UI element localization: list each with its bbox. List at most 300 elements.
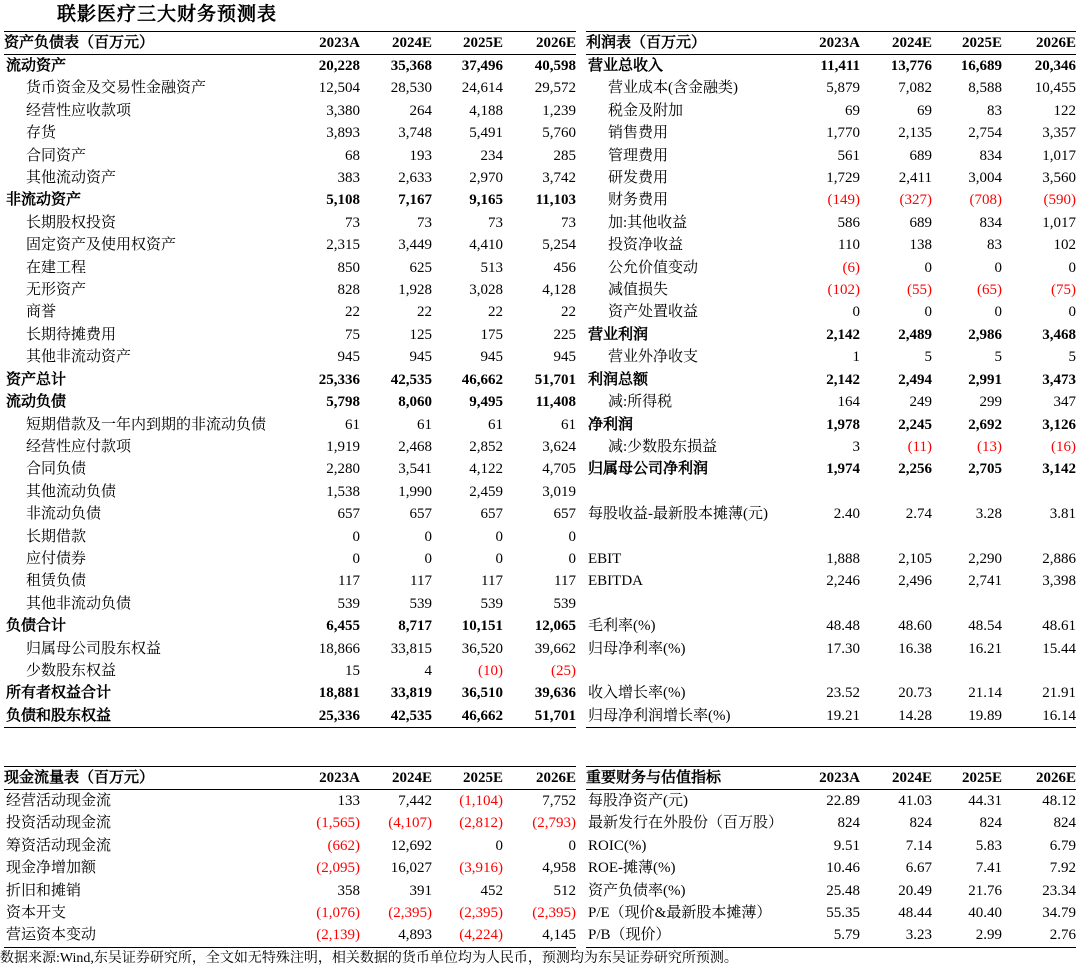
value-cell: 18,866 bbox=[318, 640, 360, 657]
value-cell: (2,139) bbox=[294, 924, 360, 947]
value-cell: 2,411 bbox=[898, 170, 932, 187]
year-header: 2024E bbox=[860, 767, 932, 790]
value-cell: 42,535 bbox=[360, 705, 432, 728]
value-cell: 5.83 bbox=[975, 837, 1002, 854]
value-cell: 3.28 bbox=[975, 506, 1002, 523]
value-cell: 2,886 bbox=[1042, 550, 1076, 567]
value-cell: 0 bbox=[1068, 259, 1076, 276]
row-label: 其他非流动资产 bbox=[26, 349, 132, 366]
table-row bbox=[586, 458, 1076, 480]
value-cell: 5,879 bbox=[826, 80, 860, 97]
value-cell bbox=[932, 593, 1002, 615]
value-cell: 16.14 bbox=[1002, 705, 1076, 728]
table-row bbox=[4, 615, 576, 637]
table-row bbox=[586, 145, 1076, 167]
table-row bbox=[586, 570, 1076, 592]
value-cell: 68 bbox=[345, 147, 360, 164]
year-header: 2023A bbox=[792, 32, 860, 55]
table-row bbox=[4, 682, 576, 704]
row-label: 减:所得税 bbox=[608, 394, 673, 411]
value-cell: 46,662 bbox=[461, 371, 503, 388]
row-label: P/B（现价） bbox=[586, 924, 792, 947]
value-cell: 6.79 bbox=[1049, 837, 1076, 854]
table-row bbox=[586, 167, 1076, 189]
value-cell bbox=[932, 481, 1002, 503]
row-label: 资产处置收益 bbox=[608, 304, 699, 321]
value-cell: 2,246 bbox=[826, 573, 860, 590]
value-cell bbox=[792, 526, 860, 548]
value-cell: 586 bbox=[837, 214, 860, 231]
value-cell: (55) bbox=[907, 282, 932, 299]
value-cell: 358 bbox=[337, 882, 360, 899]
value-cell: 9,165 bbox=[469, 192, 503, 209]
value-cell: 7,752 bbox=[542, 793, 576, 809]
value-cell: 834 bbox=[979, 214, 1002, 231]
row-label: 减值损失 bbox=[608, 282, 669, 299]
row-label: 应付债券 bbox=[26, 550, 87, 567]
value-cell: 10,151 bbox=[461, 618, 503, 635]
value-cell: 561 bbox=[837, 147, 860, 164]
table-row bbox=[586, 55, 1076, 78]
value-cell: 18,881 bbox=[318, 685, 360, 702]
cash-flow-title: 现金流量表（百万元） bbox=[4, 767, 294, 790]
value-cell: 347 bbox=[1053, 394, 1076, 411]
table-row bbox=[586, 481, 1076, 503]
value-cell: 36,510 bbox=[461, 685, 503, 702]
row-label: 货币资金及交易性金融资产 bbox=[26, 80, 207, 97]
value-cell: 20,346 bbox=[1034, 58, 1076, 74]
value-cell: 25.48 bbox=[826, 882, 860, 899]
value-cell: 7.92 bbox=[1049, 860, 1076, 877]
value-cell: 452 bbox=[480, 882, 503, 899]
value-cell: 5,760 bbox=[542, 125, 576, 142]
value-cell: (662) bbox=[327, 837, 360, 854]
table-row bbox=[4, 481, 576, 503]
table-row bbox=[586, 414, 1076, 436]
value-cell: 512 bbox=[553, 882, 576, 899]
value-cell: 2.74 bbox=[905, 506, 932, 523]
value-cell: 539 bbox=[480, 595, 503, 612]
row-label: 其他非流动负债 bbox=[26, 595, 132, 612]
value-cell: 945 bbox=[409, 349, 432, 366]
value-cell: 456 bbox=[553, 259, 576, 276]
year-header: 2026E bbox=[1002, 32, 1076, 55]
value-cell: 61 bbox=[488, 416, 503, 433]
row-label: P/E（现价&最新股本摊薄） bbox=[588, 905, 772, 922]
value-cell: 12,504 bbox=[318, 80, 360, 97]
value-cell: 2,970 bbox=[469, 170, 503, 187]
row-label: 其他流动资产 bbox=[26, 170, 117, 187]
value-cell: 1,919 bbox=[326, 438, 360, 455]
value-cell: 22 bbox=[488, 304, 503, 321]
row-label: 减:少数股东损益 bbox=[608, 438, 718, 455]
value-cell: 5 bbox=[924, 349, 932, 366]
value-cell: 8,588 bbox=[968, 80, 1002, 97]
value-cell: 48.60 bbox=[898, 618, 932, 635]
value-cell: 0 bbox=[924, 259, 932, 276]
table-row bbox=[4, 234, 576, 256]
table-row bbox=[4, 902, 576, 924]
value-cell: (4,224) bbox=[432, 924, 503, 947]
value-cell: 22 bbox=[345, 304, 360, 321]
value-cell: 3,449 bbox=[398, 237, 432, 254]
value-cell: 2,986 bbox=[968, 326, 1002, 343]
value-cell: 0 bbox=[568, 550, 576, 567]
value-cell: 383 bbox=[337, 170, 360, 187]
value-cell: 1 bbox=[852, 349, 860, 366]
value-cell: 625 bbox=[409, 259, 432, 276]
row-label: 长期借款 bbox=[26, 528, 87, 545]
value-cell: 657 bbox=[480, 506, 503, 523]
value-cell: 37,496 bbox=[461, 58, 503, 74]
year-header: 2025E bbox=[932, 32, 1002, 55]
value-cell: 61 bbox=[345, 416, 360, 433]
table-row bbox=[4, 436, 576, 458]
value-cell: 39,636 bbox=[534, 685, 576, 702]
value-cell: 2,459 bbox=[469, 483, 503, 500]
value-cell: 11,411 bbox=[820, 58, 860, 74]
value-cell: 1,017 bbox=[1042, 214, 1076, 231]
table-row bbox=[586, 279, 1076, 301]
value-cell: 48.54 bbox=[968, 618, 1002, 635]
row-label: ROE-摊薄(%) bbox=[588, 860, 676, 877]
value-cell: 0 bbox=[352, 550, 360, 567]
value-cell: 83 bbox=[987, 102, 1002, 119]
row-label: 筹资活动现金流 bbox=[6, 837, 112, 854]
value-cell: (65) bbox=[977, 282, 1002, 299]
value-cell bbox=[1002, 481, 1076, 503]
row-label: 非流动资产 bbox=[6, 192, 82, 209]
row-label: 经营性应收款项 bbox=[26, 102, 132, 119]
row-label: 固定资产及使用权资产 bbox=[26, 237, 177, 254]
value-cell: 4,145 bbox=[503, 924, 576, 947]
value-cell: 25,336 bbox=[294, 705, 360, 728]
table-row bbox=[4, 924, 576, 947]
table-row bbox=[586, 615, 1076, 637]
value-cell bbox=[1002, 593, 1076, 615]
value-cell: 689 bbox=[909, 147, 932, 164]
table-row bbox=[586, 77, 1076, 99]
value-cell: 9.51 bbox=[833, 837, 860, 854]
value-cell: 19.89 bbox=[932, 705, 1002, 728]
year-header: 2023A bbox=[294, 32, 360, 55]
value-cell: 40,598 bbox=[534, 58, 576, 74]
row-label: 利润总额 bbox=[588, 371, 649, 388]
row-label: 财务费用 bbox=[608, 192, 669, 209]
row-label: 每股净资产(元) bbox=[588, 793, 688, 809]
value-cell: 7.14 bbox=[905, 837, 932, 854]
table-row bbox=[586, 301, 1076, 323]
value-cell: 122 bbox=[1053, 102, 1076, 119]
value-cell: 5,108 bbox=[326, 192, 360, 209]
value-cell: 73 bbox=[417, 214, 432, 231]
value-cell: 117 bbox=[554, 573, 576, 590]
value-cell: 2,741 bbox=[968, 573, 1002, 590]
value-cell: 117 bbox=[481, 573, 503, 590]
value-cell: 657 bbox=[337, 506, 360, 523]
value-cell: 39,662 bbox=[534, 640, 576, 657]
value-cell: (3,916) bbox=[459, 860, 503, 877]
value-cell: 5 bbox=[994, 349, 1002, 366]
value-cell: 3,019 bbox=[542, 483, 576, 500]
value-cell: 10,455 bbox=[1034, 80, 1076, 97]
value-cell: 7.41 bbox=[975, 860, 1002, 877]
value-cell: 4,705 bbox=[542, 461, 576, 478]
value-cell: 0 bbox=[1068, 304, 1076, 321]
value-cell: 35,368 bbox=[390, 58, 432, 74]
table-row bbox=[586, 122, 1076, 144]
row-label: 存货 bbox=[26, 125, 57, 142]
table-row bbox=[586, 790, 1076, 813]
value-cell: 73 bbox=[345, 214, 360, 231]
table-row bbox=[586, 660, 1076, 682]
table-row bbox=[4, 812, 576, 834]
row-label: 净利润 bbox=[588, 416, 634, 433]
value-cell: 13,776 bbox=[890, 58, 932, 74]
table-row bbox=[586, 369, 1076, 391]
row-label: 少数股东权益 bbox=[26, 662, 117, 679]
value-cell: 2,705 bbox=[968, 461, 1002, 478]
value-cell: 22.89 bbox=[826, 793, 860, 809]
value-cell: 61 bbox=[417, 416, 432, 433]
table-row bbox=[4, 122, 576, 144]
row-label: 每股收益-最新股本摊薄(元) bbox=[588, 506, 768, 523]
value-cell: 7,442 bbox=[398, 793, 432, 809]
row-label: 负债和股东权益 bbox=[4, 705, 294, 728]
table-row bbox=[4, 369, 576, 391]
table-row bbox=[4, 790, 576, 813]
value-cell: 4,958 bbox=[542, 860, 576, 877]
value-cell: 20.49 bbox=[898, 882, 932, 899]
value-cell: 657 bbox=[553, 506, 576, 523]
year-header: 2025E bbox=[432, 767, 503, 790]
value-cell: 42,535 bbox=[390, 371, 432, 388]
table-row bbox=[4, 638, 576, 660]
value-cell: 55.35 bbox=[826, 905, 860, 922]
table-row bbox=[4, 880, 576, 902]
value-cell: 824 bbox=[837, 815, 860, 832]
value-cell: 29,572 bbox=[534, 80, 576, 97]
table-row bbox=[586, 391, 1076, 413]
value-cell: 33,819 bbox=[390, 685, 432, 702]
value-cell: 0 bbox=[424, 550, 432, 567]
value-cell: 0 bbox=[424, 528, 432, 545]
value-cell: 40.40 bbox=[968, 905, 1002, 922]
row-label: 流动负债 bbox=[6, 394, 67, 411]
row-label: 所有者权益合计 bbox=[6, 685, 112, 702]
value-cell: 2,245 bbox=[898, 416, 932, 433]
value-cell: (16) bbox=[1051, 438, 1076, 455]
table-row bbox=[586, 880, 1076, 902]
value-cell: 36,520 bbox=[461, 640, 503, 657]
value-cell: 3.81 bbox=[1049, 506, 1076, 523]
table-row bbox=[586, 436, 1076, 458]
table-row bbox=[586, 902, 1076, 924]
value-cell: 6,455 bbox=[326, 618, 360, 635]
value-cell: 3,380 bbox=[326, 102, 360, 119]
value-cell: 225 bbox=[553, 326, 576, 343]
value-cell: 117 bbox=[338, 573, 360, 590]
value-cell: (25) bbox=[551, 662, 576, 679]
row-label: 资产负债率(%) bbox=[588, 882, 686, 899]
value-cell: 133 bbox=[337, 793, 360, 809]
row-label bbox=[586, 526, 792, 548]
row-label: 租赁负债 bbox=[26, 573, 87, 590]
table-row bbox=[4, 705, 576, 728]
row-label: 短期借款及一年内到期的非流动负债 bbox=[26, 416, 267, 433]
page-title: 联影医疗三大财务预测表 bbox=[57, 4, 278, 25]
table-row bbox=[4, 458, 576, 480]
value-cell: (2,095) bbox=[316, 860, 360, 877]
table-row bbox=[4, 660, 576, 682]
year-header: 2024E bbox=[860, 32, 932, 55]
value-cell: 110 bbox=[838, 237, 860, 254]
value-cell: 391 bbox=[409, 882, 432, 899]
value-cell bbox=[932, 660, 1002, 682]
value-cell: 11,408 bbox=[535, 394, 576, 411]
table-row bbox=[586, 857, 1076, 879]
table-row bbox=[4, 346, 576, 368]
value-cell: 125 bbox=[409, 326, 432, 343]
value-cell: 3.23 bbox=[860, 924, 932, 947]
value-cell: (2,812) bbox=[459, 815, 503, 832]
value-cell: 2,754 bbox=[968, 125, 1002, 142]
value-cell: 3,468 bbox=[1042, 326, 1076, 343]
row-label: 资产总计 bbox=[6, 371, 67, 388]
row-label: 折旧和摊销 bbox=[6, 882, 82, 899]
table-row bbox=[586, 812, 1076, 834]
table-row bbox=[4, 212, 576, 234]
value-cell: 48.12 bbox=[1042, 793, 1076, 809]
value-cell: 48.61 bbox=[1042, 618, 1076, 635]
table-row bbox=[4, 55, 576, 78]
row-label: 现金净增加额 bbox=[6, 860, 97, 877]
value-cell: 28,530 bbox=[390, 80, 432, 97]
value-cell: 6.67 bbox=[905, 860, 932, 877]
value-cell: (4,107) bbox=[388, 815, 432, 832]
value-cell: 51,701 bbox=[534, 371, 576, 388]
value-cell: 3 bbox=[852, 438, 860, 455]
value-cell bbox=[932, 526, 1002, 548]
value-cell: (2,793) bbox=[532, 815, 576, 832]
table-row bbox=[586, 526, 1076, 548]
row-label: 在建工程 bbox=[26, 259, 87, 276]
value-cell: 1,928 bbox=[398, 282, 432, 299]
value-cell: 48.44 bbox=[898, 905, 932, 922]
value-cell: 33,815 bbox=[390, 640, 432, 657]
source-note: 数据来源:Wind,东吴证券研究所，全文如无特殊注明，相关数据的货币单位均为人民币，预测均为东吴证券研究所预测。 bbox=[0, 951, 738, 966]
value-cell: 5,491 bbox=[469, 125, 503, 142]
table-row bbox=[586, 593, 1076, 615]
value-cell: 24,614 bbox=[461, 80, 503, 97]
value-cell: 2,280 bbox=[326, 461, 360, 478]
value-cell: 1,729 bbox=[826, 170, 860, 187]
table-row bbox=[586, 346, 1076, 368]
year-header: 2025E bbox=[932, 767, 1002, 790]
value-cell: 834 bbox=[979, 147, 1002, 164]
value-cell: 0 bbox=[994, 304, 1002, 321]
value-cell: 1,888 bbox=[826, 550, 860, 567]
row-label bbox=[586, 593, 792, 615]
value-cell: 4,410 bbox=[469, 237, 503, 254]
value-cell: 23.34 bbox=[1042, 882, 1076, 899]
table-row bbox=[586, 100, 1076, 122]
value-cell bbox=[792, 660, 860, 682]
value-cell: 1,239 bbox=[542, 102, 576, 119]
value-cell: 3,560 bbox=[1042, 170, 1076, 187]
year-header: 2023A bbox=[294, 767, 360, 790]
table-row bbox=[4, 145, 576, 167]
value-cell: 5,798 bbox=[326, 394, 360, 411]
value-cell: 9,495 bbox=[469, 394, 503, 411]
value-cell: 689 bbox=[909, 214, 932, 231]
value-cell: 2,256 bbox=[898, 461, 932, 478]
row-label: 合同资产 bbox=[26, 147, 87, 164]
table-row bbox=[4, 548, 576, 570]
value-cell: 175 bbox=[480, 326, 503, 343]
row-label: 商誉 bbox=[26, 304, 57, 321]
value-cell: 44.31 bbox=[968, 793, 1002, 809]
value-cell: 513 bbox=[480, 259, 503, 276]
value-cell: (2,395) bbox=[532, 905, 576, 922]
table-row bbox=[4, 570, 576, 592]
table-row bbox=[586, 189, 1076, 211]
value-cell: 539 bbox=[337, 595, 360, 612]
value-cell: 16,689 bbox=[960, 58, 1002, 74]
table-row bbox=[4, 167, 576, 189]
row-label: 研发费用 bbox=[608, 170, 669, 187]
value-cell: 3,028 bbox=[469, 282, 503, 299]
value-cell: 2,494 bbox=[898, 371, 932, 388]
value-cell bbox=[1002, 526, 1076, 548]
row-label: ROIC(%) bbox=[588, 837, 647, 854]
value-cell: 824 bbox=[1053, 815, 1076, 832]
table-row bbox=[4, 593, 576, 615]
row-label: 归母净利率(%) bbox=[588, 640, 686, 657]
value-cell: 539 bbox=[409, 595, 432, 612]
row-label: 归属母公司净利润 bbox=[588, 461, 709, 478]
value-cell: 21.91 bbox=[1042, 685, 1076, 702]
value-cell: (1,076) bbox=[316, 905, 360, 922]
value-cell: 69 bbox=[845, 102, 860, 119]
row-label: 管理费用 bbox=[608, 147, 669, 164]
value-cell: 16.21 bbox=[968, 640, 1002, 657]
table-row bbox=[4, 835, 576, 857]
table-row bbox=[586, 548, 1076, 570]
value-cell: (590) bbox=[1043, 192, 1076, 209]
table-row bbox=[4, 257, 576, 279]
value-cell bbox=[860, 593, 932, 615]
table-row bbox=[586, 257, 1076, 279]
income-statement-header bbox=[586, 32, 1076, 55]
table-row bbox=[586, 924, 1076, 947]
value-cell: 3,742 bbox=[542, 170, 576, 187]
table-row bbox=[586, 682, 1076, 704]
value-cell: 3,541 bbox=[398, 461, 432, 478]
value-cell: 11,103 bbox=[535, 192, 576, 209]
row-label: 税金及附加 bbox=[608, 102, 684, 119]
row-label: 营业利润 bbox=[588, 326, 649, 343]
value-cell: 2,496 bbox=[898, 573, 932, 590]
value-cell: 3,893 bbox=[326, 125, 360, 142]
year-header: 2026E bbox=[503, 767, 576, 790]
value-cell bbox=[792, 593, 860, 615]
table-row bbox=[586, 324, 1076, 346]
value-cell: (11) bbox=[907, 438, 932, 455]
table-row bbox=[4, 503, 576, 525]
key-metrics-title: 重要财务与估值指标 bbox=[586, 767, 792, 790]
value-cell bbox=[860, 526, 932, 548]
